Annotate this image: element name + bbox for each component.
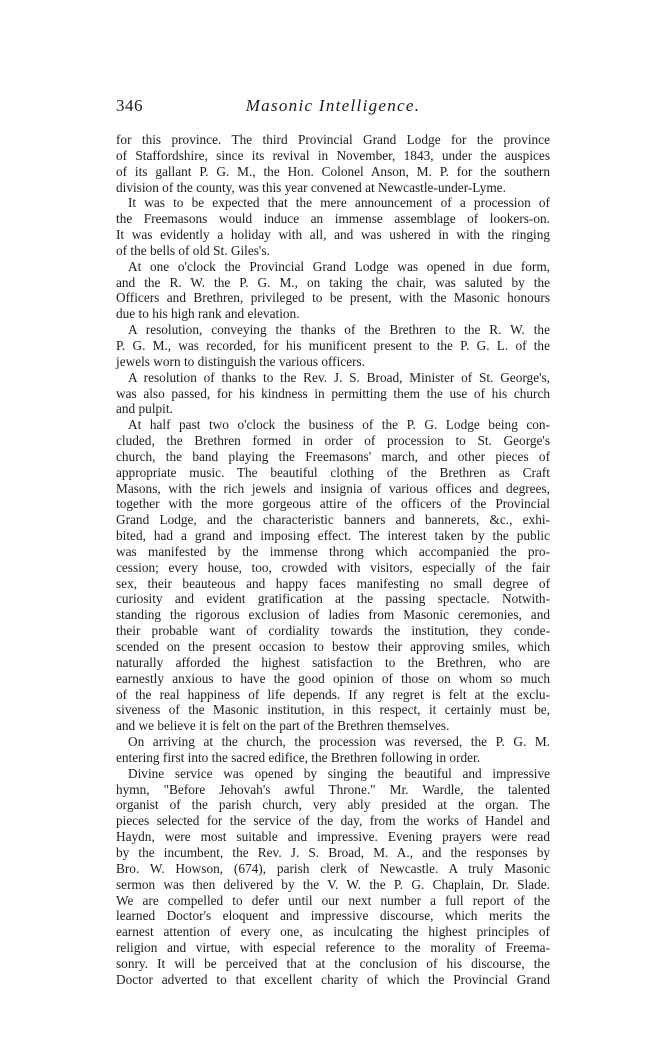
text-line: was also passed, for his kindness in permitting them the use of his church (116, 385, 550, 401)
text-line: siveness of the Masonic institution, in this respect, it certainly must be, (116, 702, 550, 718)
text-line: At half past two o'clock the business of the P. G. Lodge being con- (128, 417, 550, 433)
text-line: sex, their beauteous and happy faces manifesting no small degree of (116, 575, 550, 591)
text-line: Bro. W. Howson, (674), parish clerk of Newcastle. A truly Masonic (116, 860, 550, 876)
text-line: naturally afforded the highest satisfaction to the Brethren, who are (116, 654, 550, 670)
text-line: Haydn, were most suitable and impressive. Evening prayers were read (116, 829, 550, 845)
text-line: for this province. The third Provincial Grand Lodge for the province (116, 132, 550, 147)
text-line: church, the band playing the Freemasons' march, and other pieces of (116, 448, 550, 464)
text-line: the Freemasons would induce an immense assemblage of lookers-on. (116, 211, 550, 227)
text-line: jewels worn to distinguish the various officers. (116, 353, 366, 369)
text-line: pieces selected for the service of the day, from the works of Handel and (116, 813, 550, 829)
text-line: Officers and Brethren, privileged to be present, with the Masonic honours (116, 290, 550, 306)
text-line: We are compelled to defer until our next number a full report of the (116, 892, 550, 908)
text-line: of its gallant P. G. M., the Hon. Colonel Anson, M. P. for the southern (116, 163, 550, 179)
text-line: scended on the present occasion to bestow their approving smiles, which (116, 639, 550, 654)
text-line: appropriate music. The beautiful clothing of the Brethren as Craft (116, 464, 550, 480)
running-title: Masonic Intelligence. (245, 96, 421, 115)
page-number: 346 (116, 96, 143, 115)
text-line: learned Doctor's eloquent and impressive discourse, which merits the (116, 908, 550, 924)
text-line: sonry. It will be perceived that at the conclusion of his discourse, the (116, 955, 550, 971)
text-line: It was to be expected that the mere announcement of a procession of (128, 195, 550, 211)
text-line: due to his high rank and elevation. (116, 306, 300, 322)
text-line: sermon was then delivered by the V. W. the P. G. Chaplain, Dr. Slade. (116, 876, 550, 892)
text-line: earnest attention of every one, as inculcating the highest principles of (116, 924, 550, 940)
text-line: It was evidently a holiday with all, and was ushered in with the ringing (116, 227, 550, 243)
text-line: curiosity and evident gratification at the passing spectacle. Notwith- (116, 591, 550, 607)
running-head (116, 96, 550, 120)
text-line: Masons, with the rich jewels and insignia of various offices and degrees, (116, 480, 550, 496)
text-line: and we believe it is felt on the part of the Brethren themselves. (116, 718, 450, 734)
text-line: of Staffordshire, since its revival in November, 1843, under the auspices (116, 147, 550, 163)
text-line: religion and virtue, with especial reference to the morality of Freema- (116, 940, 550, 956)
text-line: earnestly anxious to have the good opinion of those on whom so much (116, 670, 550, 686)
text-line: entering first into the sacred edifice, the Brethren following in order. (116, 749, 481, 765)
text-line: cluded, the Brethren formed in order of procession to St. George's (116, 433, 550, 449)
text-line: At one o'clock the Provincial Grand Lodge was opened in due form, (128, 258, 550, 274)
text-line: was manifested by the immense throng which accompanied the pro- (116, 543, 550, 559)
text-line: A resolution, conveying the thanks of the Brethren to the R. W. the (128, 322, 550, 338)
text-line: Grand Lodge, and the characteristic banners and bannerets, &c., exhi- (116, 512, 550, 528)
text-line: Divine service was opened by singing the beautiful and impressive (128, 765, 550, 781)
text-line: Doctor adverted to that excellent charity of which the Provincial Grand (116, 971, 550, 987)
text-line: standing the rigorous exclusion of ladies from Masonic ceremonies, and (116, 607, 550, 623)
text-line: of the bells of old St. Giles's. (116, 242, 270, 258)
text-line: their probable want of cordiality towards the institution, they conde- (116, 623, 550, 639)
body-text (116, 132, 550, 988)
text-line: and the R. W. the P. G. M., on taking the chair, was saluted by the (116, 274, 550, 290)
text-line: together with the more gorgeous attire of the officers of the Provincial (116, 496, 550, 512)
text-line: A resolution of thanks to the Rev. J. S. Broad, Minister of St. George's, (128, 369, 550, 385)
text-line: bited, had a grand and imposing effect. The interest taken by the public (116, 528, 550, 544)
text-line: On arriving at the church, the procession was reversed, the P. G. M. (128, 734, 550, 750)
text-line: by the incumbent, the Rev. J. S. Broad, M. A., and the responses by (116, 844, 550, 860)
text-line: of the real happiness of life depends. If any regret is felt at the exclu- (116, 686, 550, 702)
text-line: P. G. M., was recorded, for his munificent present to the P. G. L. of the (116, 337, 550, 353)
text-line: cession; every house, too, crowded with visitors, especially of the fair (116, 559, 550, 575)
text-line: organist of the parish church, very ably presided at the organ. The (116, 797, 550, 813)
text-line: division of the county, was this year convened at Newcastle-under-Lyme. (116, 179, 506, 195)
text-line: hymn, "Before Jehovah's awful Throne." Mr. Wardle, the talented (116, 781, 550, 797)
text-line: and pulpit. (116, 401, 173, 417)
